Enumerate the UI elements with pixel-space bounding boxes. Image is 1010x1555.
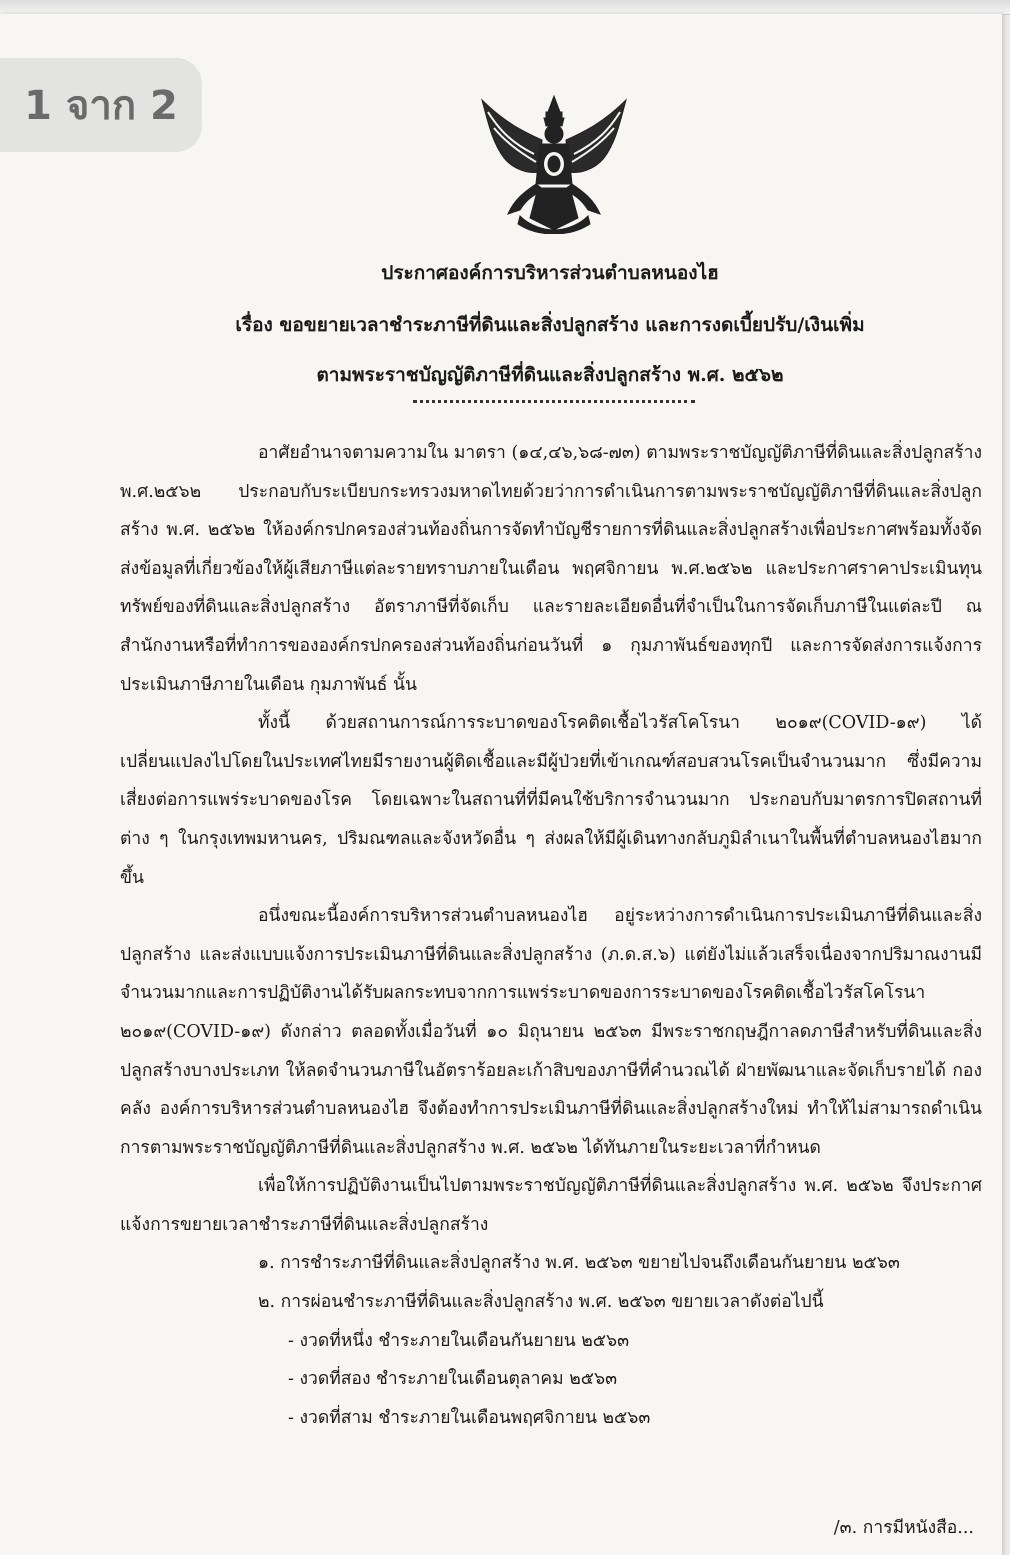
garuda-emblem-icon [474,92,634,234]
paragraph-authority: อาศัยอำนาจตามความใน มาตรา (๑๔,๔๖,๖๘-๗๓) ตามพระราชบัญญัติภาษีที่ดินและสิ่งปลูกสร้าง พ.ศ.๒๕๖๒ ประกอบกับระเบียบกระทรวงมหาดไทยด้วยว่าการดำเนินการตามพระราชบัญญัติภาษีที่ดินและสิ่งปลูกสร้าง พ.ศ. ๒๕๖๒ ให้องค์กรปกครองส่วนท้องถิ่นการจัดทำบัญชีรายการที่ดินและสิ่งปลูกสร้างเพื่อประกาศพร้อมทั้งจัดส่งข้อมูลที่เกี่ยวข้องให้ผู้เสียภาษีแต่ละรายทราบภายในเดือน พฤศจิกายน พ.ศ.๒๕๖๒ และประกาศราคาประเมินทุนทรัพย์ของที่ดินและสิ่งปลูกสร้าง อัตราภาษีที่จัดเก็บ และรายละเอียดอื่นที่จำเป็นในการจัดเก็บภาษีในแต่ละปี ณ สำนักงานหรือที่ทำการขององค์กรปกครองส่วนท้องถิ่นก่อนวันที่ ๑ กุมภาพันธ์ของทุกปี และการจัดส่งการแจ้งการประเมินภาษีภายในเดือน กุมภาพันธ์ นั้น [120,443,982,695]
paragraph-extension-notice: เพื่อให้การปฏิบัติงานเป็นไปตามพระราชบัญญัติภาษีที่ดินและสิ่งปลูกสร้าง พ.ศ. ๒๕๖๒ จึงประกาศแจ้งการขยายเวลาชำระภาษีที่ดินและสิ่งปลูกสร้าง [120,1176,982,1235]
paragraph-assessment-status: อนึ่งขณะนี้องค์การบริหารส่วนตำบลหนองไฮ อยู่ระหว่างการดำเนินการประเมินภาษีที่ดินและสิ่งปลูกสร้าง และส่งแบบแจ้งการประเมินภาษีที่ดินและสิ่งปลูกสร้าง (ภ.ด.ส.๖) แต่ยังไม่แล้วเสร็จเนื่องจากปริมาณงานมีจำนวนมากและการปฏิบัติงานได้รับผลกระทบจากการแพร่ระบาดของการระบาดของโรคติดเชื้อไวรัสโคโรนา ๒๐๑๙(COVID-๑๙) ดังกล่าว ตลอดทั้งเมื่อวันที่ ๑๐ มิถุนายน ๒๕๖๓ มีพระราชกฤษฎีกาลดภาษีสำหรับที่ดินและสิ่งปลูกสร้างบางประเภท ให้ลดจำนวนภาษีในอัตราร้อยละเก้าสิบของภาษีที่คำนวณได้ ฝ่ายพัฒนาและจัดเก็บรายได้ กองคลัง องค์การบริหารส่วนตำบลหนองไฮ จึงต้องทำการประเมินภาษีที่ดินและสิ่งปลูกสร้างใหม่ ทำให้ไม่สามารถดำเนินการตามพระราชบัญญัติภาษีที่ดินและสิ่งปลูกสร้าง พ.ศ. ๒๕๖๒ ได้ทันภายในระยะเวลาที่กำหนด [120,906,982,1158]
list-item: - งวดที่หนึ่ง ชำระภายในเดือนกันยายน ๒๕๖๓ [288,1330,630,1351]
continuation-note: /๓. การมีหนังสือ... [833,1518,974,1538]
page-indicator: 1 จาก 2 [0,58,202,152]
dotted-divider [413,400,695,403]
list-item: - งวดที่สาม ชำระภายในเดือนพฤศจิกายน ๒๕๖๓ [288,1407,651,1428]
viewer-top-bar [0,0,1010,15]
announcement-law-reference: ตามพระราชบัญญัติภาษีที่ดินและสิ่งปลูกสร้าง พ.ศ. ๒๕๖๒ [316,364,784,386]
paragraph-covid-situation: ทั้งนี้ ด้วยสถานการณ์การระบาดของโรคติดเชื้อไวรัสโคโรนา ๒๐๑๙(COVID-๑๙) ได้เปลี่ยนแปลงไปโดยในประเทศไทยมีรายงานผู้ติดเชื้อและมีผู้ป่วยที่เข้าเกณฑ์สอบสวนโรคเป็นจำนวนมาก ซึ่งมีความเสี่ยงต่อการแพร่ระบาดของโรค โดยเฉพาะในสถานที่ที่มีคนใช้บริการจำนวนมาก ประกอบกับมาตรการปิดสถานที่ต่าง ๆ ในกรุงเทพมหานคร, ปริมณฑลและจังหวัดอื่น ๆ ส่งผลให้มีผู้เดินทางกลับภูมิลำเนาในพื้นที่ตำบลหนองไฮมากขึ้น [120,713,982,888]
announcement-body [120,434,982,1437]
announcement-title: ประกาศองค์การบริหารส่วนตำบลหนองไฮ [381,262,719,284]
list-item: ๒. การผ่อนชำระภาษีที่ดินและสิ่งปลูกสร้าง พ.ศ. ๒๕๖๓ ขยายเวลาดังต่อไปนี้ [258,1292,824,1313]
list-item: - งวดที่สอง ชำระภายในเดือนตุลาคม ๒๕๖๓ [288,1369,618,1390]
announcement-subject: เรื่อง ขอขยายเวลาชำระภาษีที่ดินและสิ่งปลูกสร้าง และการงดเบี้ยปรับ/เงินเพิ่ม [235,314,865,336]
list-item: ๑. การชำระภาษีที่ดินและสิ่งปลูกสร้าง พ.ศ. ๒๕๖๓ ขยายไปจนถึงเดือนกันยายน ๒๕๖๓ [258,1253,900,1274]
